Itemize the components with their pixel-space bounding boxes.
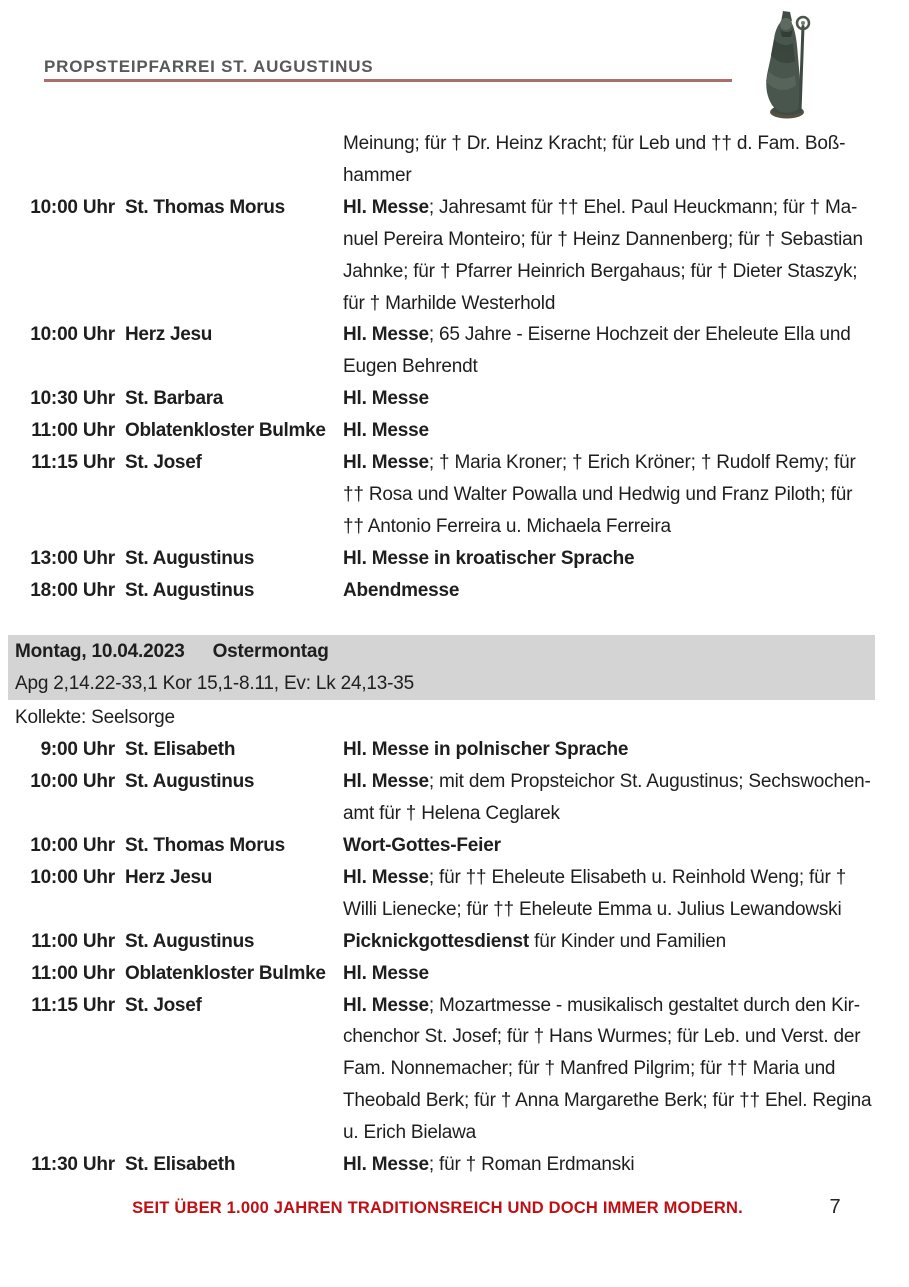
- service-name: Hl. Messe in kroatischer Sprache: [343, 547, 635, 569]
- schedule-row: [0, 575, 909, 607]
- time-cell: 11:30 Uhr: [31, 1154, 115, 1176]
- schedule-row: [0, 734, 909, 766]
- service-intentions: ; 65 Jahre - Eiserne Hochzeit der Eheleute Ella und Eugen Behrendt: [343, 324, 851, 378]
- schedule-monday-rows: [0, 734, 909, 1181]
- time-cell: 11:15 Uhr: [31, 994, 115, 1016]
- day-title: [15, 636, 867, 668]
- service-cell: [343, 926, 875, 958]
- service-cell: [343, 830, 875, 862]
- service-intentions: ; mit dem Propsteichor St. Augustinus; Sechswochenamt für † Helena Ceglarek: [343, 771, 871, 825]
- service-cell: [343, 415, 875, 447]
- time-cell: 10:00 Uhr: [30, 324, 115, 346]
- location-cell: St. Elisabeth: [125, 739, 236, 761]
- schedule-row: [0, 766, 909, 830]
- schedule-row: [0, 990, 909, 1150]
- location-cell: St. Augustinus: [125, 547, 255, 569]
- schedule-row: [0, 319, 909, 383]
- service-name: Hl. Messe in polnischer Sprache: [343, 739, 629, 761]
- service-name: Hl. Messe: [343, 196, 429, 218]
- service-name: Abendmesse: [343, 579, 460, 601]
- time-cell: 10:00 Uhr: [30, 196, 115, 218]
- day-banner: [8, 635, 875, 701]
- schedule-row: [0, 543, 909, 575]
- time-cell: 11:00 Uhr: [31, 420, 115, 442]
- service-intentions: ; Jahresamt für †† Ehel. Paul Heuckmann; für † Manuel Pereira Monteiro; für † Heinz Dannenberg; für † Sebastian Jahnke; für † Pfarrer Heinrich Bergahaus; für † Dieter Staszyk; für † Marhilde Westerhold: [343, 196, 863, 314]
- service-cell: [343, 734, 875, 766]
- time-cell: 9:00 Uhr: [40, 739, 115, 761]
- service-name: Hl. Messe: [343, 324, 429, 346]
- service-name: Hl. Messe: [343, 866, 429, 888]
- header-rule-divider: [44, 79, 732, 82]
- service-intentions: ; für † Roman Erdmanski: [428, 1154, 635, 1176]
- service-cell: [343, 128, 875, 192]
- service-name: Hl. Messe: [343, 388, 429, 410]
- page-number: 7: [829, 1196, 841, 1218]
- location-cell: St. Josef: [125, 452, 202, 474]
- service-cell: [343, 192, 875, 320]
- day-date: Montag, 10.04.2023: [15, 640, 185, 662]
- service-name: Hl. Messe: [343, 962, 429, 984]
- time-cell: 10:00 Uhr: [30, 866, 115, 888]
- service-intentions: ; † Maria Kroner; † Erich Kröner; † Rudolf Remy; für †† Rosa und Walter Powalla und Hedwig und Franz Piloth; für †† Antonio Ferreira u. Michaela Ferreira: [343, 452, 856, 537]
- location-cell: Herz Jesu: [125, 324, 213, 346]
- time-cell: 13:00 Uhr: [30, 547, 115, 569]
- service-intentions: Meinung; für † Dr. Heinz Kracht; für Leb und †† d. Fam. Boßhammer: [343, 133, 846, 186]
- schedule-row: [0, 128, 909, 192]
- time-cell: 10:30 Uhr: [30, 388, 115, 410]
- location-cell: St. Barbara: [125, 388, 224, 410]
- footer-slogan: SEIT ÜBER 1.000 JAHREN TRADITIONSREICH UND DOCH IMMER MODERN.: [132, 1199, 743, 1217]
- service-cell: [343, 383, 875, 415]
- location-cell: St. Thomas Morus: [125, 196, 285, 218]
- service-cell: [343, 766, 875, 830]
- location-cell: St. Thomas Morus: [125, 835, 285, 857]
- schedule-row: [0, 862, 909, 926]
- schedule-row: [0, 415, 909, 447]
- service-name: Hl. Messe: [343, 420, 429, 442]
- service-name: Hl. Messe: [343, 994, 429, 1016]
- service-cell: [343, 319, 875, 383]
- schedule-row: [0, 958, 909, 990]
- location-cell: Herz Jesu: [125, 866, 213, 888]
- service-name: Picknickgottesdienst: [343, 930, 530, 952]
- schedule-row: [0, 830, 909, 862]
- location-cell: St. Elisabeth: [125, 1154, 236, 1176]
- time-cell: 10:00 Uhr: [30, 835, 115, 857]
- time-cell: 11:00 Uhr: [31, 930, 115, 952]
- time-cell: 11:00 Uhr: [31, 962, 115, 984]
- schedule-continuation: [0, 128, 909, 607]
- page-title: PROPSTEIPFARREI ST. AUGUSTINUS: [44, 57, 374, 76]
- day-feast: Ostermontag: [212, 640, 329, 662]
- service-intentions: ; Mozartmesse - musikalisch gestaltet durch den Kirchenchor St. Josef; für † Hans Wurmes; für Leb. und Verst. der Fam. Nonnemacher; für † Manfred Pilgrim; für †† Maria und Theobald Berk; für † Anna Margarethe Berk; für †† Ehel. Regina u. Erich Bielawa: [343, 994, 872, 1144]
- location-cell: Oblatenkloster Bulmke: [125, 420, 326, 442]
- service-name: Hl. Messe: [343, 1154, 429, 1176]
- service-cell: [343, 862, 875, 926]
- service-intentions: für Kinder und Familien: [529, 930, 726, 952]
- schedule: [0, 128, 909, 1181]
- time-cell: 10:00 Uhr: [30, 771, 115, 793]
- schedule-row: [0, 1149, 909, 1181]
- location-cell: St. Augustinus: [125, 579, 255, 601]
- service-cell: [343, 1149, 875, 1181]
- schedule-row: [0, 192, 909, 320]
- location-cell: St. Augustinus: [125, 771, 255, 793]
- service-cell: [343, 958, 875, 990]
- service-cell: [343, 543, 875, 575]
- location-cell: St. Josef: [125, 994, 202, 1016]
- location-cell: Oblatenkloster Bulmke: [125, 962, 326, 984]
- service-name: Hl. Messe: [343, 771, 429, 793]
- kollekte-line: Kollekte: Seelsorge: [15, 707, 175, 729]
- service-name: Wort-Gottes-Feier: [343, 835, 501, 857]
- service-cell: [343, 447, 875, 543]
- service-intentions: ; für †† Eheleute Elisabeth u. Reinhold Weng; für † Willi Lienecke; für †† Eheleute Emma u. Julius Lewandowski: [343, 866, 847, 920]
- schedule-row: [0, 383, 909, 415]
- day-readings: Apg 2,14.22-33,1 Kor 15,1-8.11, Ev: Lk 24,13-35: [15, 672, 415, 694]
- service-name: Hl. Messe: [343, 452, 429, 474]
- time-cell: 11:15 Uhr: [31, 452, 115, 474]
- service-cell: [343, 990, 875, 1150]
- time-cell: 18:00 Uhr: [30, 579, 115, 601]
- location-cell: St. Augustinus: [125, 930, 255, 952]
- st-augustinus-statue-icon: [757, 9, 821, 121]
- schedule-row: [0, 926, 909, 958]
- schedule-row: [0, 447, 909, 543]
- service-cell: [343, 575, 875, 607]
